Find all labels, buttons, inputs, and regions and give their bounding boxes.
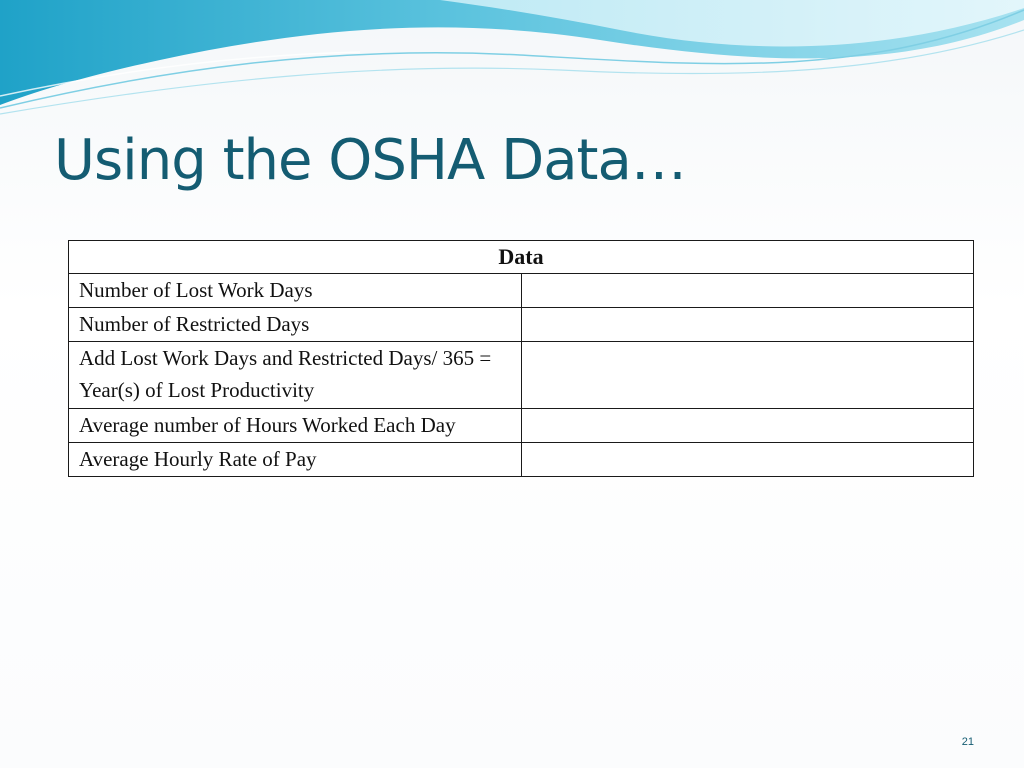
osha-data-table <box>68 240 974 477</box>
row-value-lost-work-days <box>521 274 973 308</box>
table-row <box>69 342 974 409</box>
table-header: Data <box>69 241 974 274</box>
row-label-hourly-rate: Average Hourly Rate of Pay <box>69 443 522 477</box>
decorative-wave-header <box>0 0 1024 130</box>
row-label-hours-per-day: Average number of Hours Worked Each Day <box>69 409 522 443</box>
table-row <box>69 443 974 477</box>
row-label-lost-work-days: Number of Lost Work Days <box>69 274 522 308</box>
row-label-lost-productivity: Add Lost Work Days and Restricted Days/ 365 = Year(s) of Lost Productivity <box>69 342 522 409</box>
table-row <box>69 308 974 342</box>
slide-title: Using the OSHA Data… <box>54 128 686 193</box>
table-row <box>69 274 974 308</box>
row-value-lost-productivity <box>521 342 973 409</box>
row-value-restricted-days <box>521 308 973 342</box>
page-number: 21 <box>961 736 974 748</box>
row-value-hours-per-day <box>521 409 973 443</box>
row-label-restricted-days: Number of Restricted Days <box>69 308 522 342</box>
row-value-hourly-rate <box>521 443 973 477</box>
table-row <box>69 409 974 443</box>
table-header-row <box>69 241 974 274</box>
